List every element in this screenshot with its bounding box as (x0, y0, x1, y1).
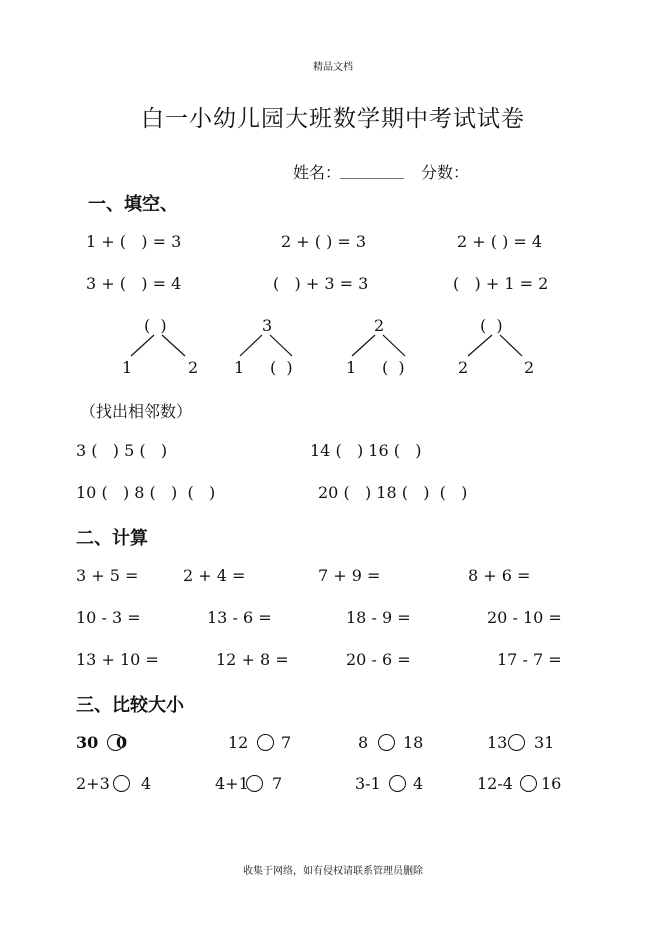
compare-right: 16 (541, 774, 562, 793)
bond-left: 1 (122, 358, 133, 377)
name-label: 姓名： (293, 163, 342, 182)
fill-problem: 2 + ( ) = 4 (457, 232, 543, 251)
bond-right: 2 (188, 358, 199, 377)
neighbor-problem: 14 ( ) 16 ( ) (310, 441, 422, 460)
compare-circle[interactable] (508, 734, 525, 751)
fill-problem: 3 + ( ) = 4 (86, 274, 182, 293)
fill-problem: 1 + ( ) = 3 (86, 232, 182, 251)
calc-problem: 18 - 9 = (346, 608, 411, 627)
neighbor-problem: 3 ( ) 5 ( ) (76, 441, 168, 460)
compare-left: 30 (76, 733, 99, 752)
fill-problem: ( ) + 1 = 2 (453, 274, 549, 293)
compare-left: 12 (228, 733, 249, 752)
fill-problem: ( ) + 3 = 3 (273, 274, 369, 293)
compare-left: 2+3 (76, 774, 110, 793)
calc-problem: 17 - 7 = (497, 650, 562, 669)
section-compare-heading: 三、比较大小 (76, 695, 184, 716)
calc-problem: 20 - 10 = (487, 608, 562, 627)
compare-right: 7 (281, 733, 292, 752)
compare-left: 8 (358, 733, 369, 752)
calc-problem: 10 - 3 = (76, 608, 141, 627)
compare-right: 4 (141, 774, 152, 793)
bond-left: 2 (458, 358, 469, 377)
bond-right: ( ) (270, 358, 293, 377)
page-title: 白一小幼儿园大班数学期中考试试卷 (141, 106, 525, 132)
section-calc-heading: 二、计算 (76, 528, 148, 549)
bond-right: 2 (524, 358, 535, 377)
section-fill-heading: 一、填空、 (88, 194, 178, 215)
neighbor-heading: （找出相邻数） (80, 402, 193, 421)
calc-problem: 2 + 4 = (183, 566, 246, 585)
calc-problem: 20 - 6 = (346, 650, 411, 669)
calc-problem: 13 + 10 = (76, 650, 159, 669)
neighbor-problem: 10 ( ) 8 ( ) ( ) (76, 483, 216, 502)
page-header: 精品文档 (313, 62, 353, 73)
compare-left: 4+1 (215, 774, 249, 793)
compare-circle[interactable] (113, 775, 130, 792)
compare-right: 18 (403, 733, 424, 752)
calc-problem: 7 + 9 = (318, 566, 381, 585)
compare-circle[interactable] (520, 775, 537, 792)
calc-problem: 8 + 6 = (468, 566, 531, 585)
compare-right: 4 (413, 774, 424, 793)
compare-circle[interactable] (389, 775, 406, 792)
fill-problem: 2 + ( ) = 3 (281, 232, 367, 251)
calc-problem: 3 + 5 = (76, 566, 139, 585)
compare-right: 31 (534, 733, 555, 752)
compare-right: 0 (116, 733, 128, 752)
page-footer: 收集于网络，如有侵权请联系管理员删除 (243, 866, 423, 877)
bond-left: 1 (346, 358, 357, 377)
bond-top: 3 (262, 316, 273, 335)
bond-top: ( ) (144, 316, 167, 335)
calc-problem: 13 - 6 = (207, 608, 272, 627)
score-label: 分数： (421, 163, 470, 182)
compare-right: 7 (272, 774, 283, 793)
compare-circle[interactable] (246, 775, 263, 792)
bond-top: 2 (374, 316, 385, 335)
bond-top: ( ) (480, 316, 503, 335)
name-blank[interactable]: ________ (340, 160, 404, 179)
compare-left: 3-1 (355, 774, 381, 793)
compare-left: 12-4 (477, 774, 513, 793)
compare-left: 13 (487, 733, 508, 752)
calc-problem: 12 + 8 = (216, 650, 289, 669)
neighbor-problem: 20 ( ) 18 ( ) ( ) (318, 483, 468, 502)
compare-circle[interactable] (257, 734, 274, 751)
bond-left: 1 (234, 358, 245, 377)
compare-circle[interactable] (378, 734, 395, 751)
bond-right: ( ) (382, 358, 405, 377)
